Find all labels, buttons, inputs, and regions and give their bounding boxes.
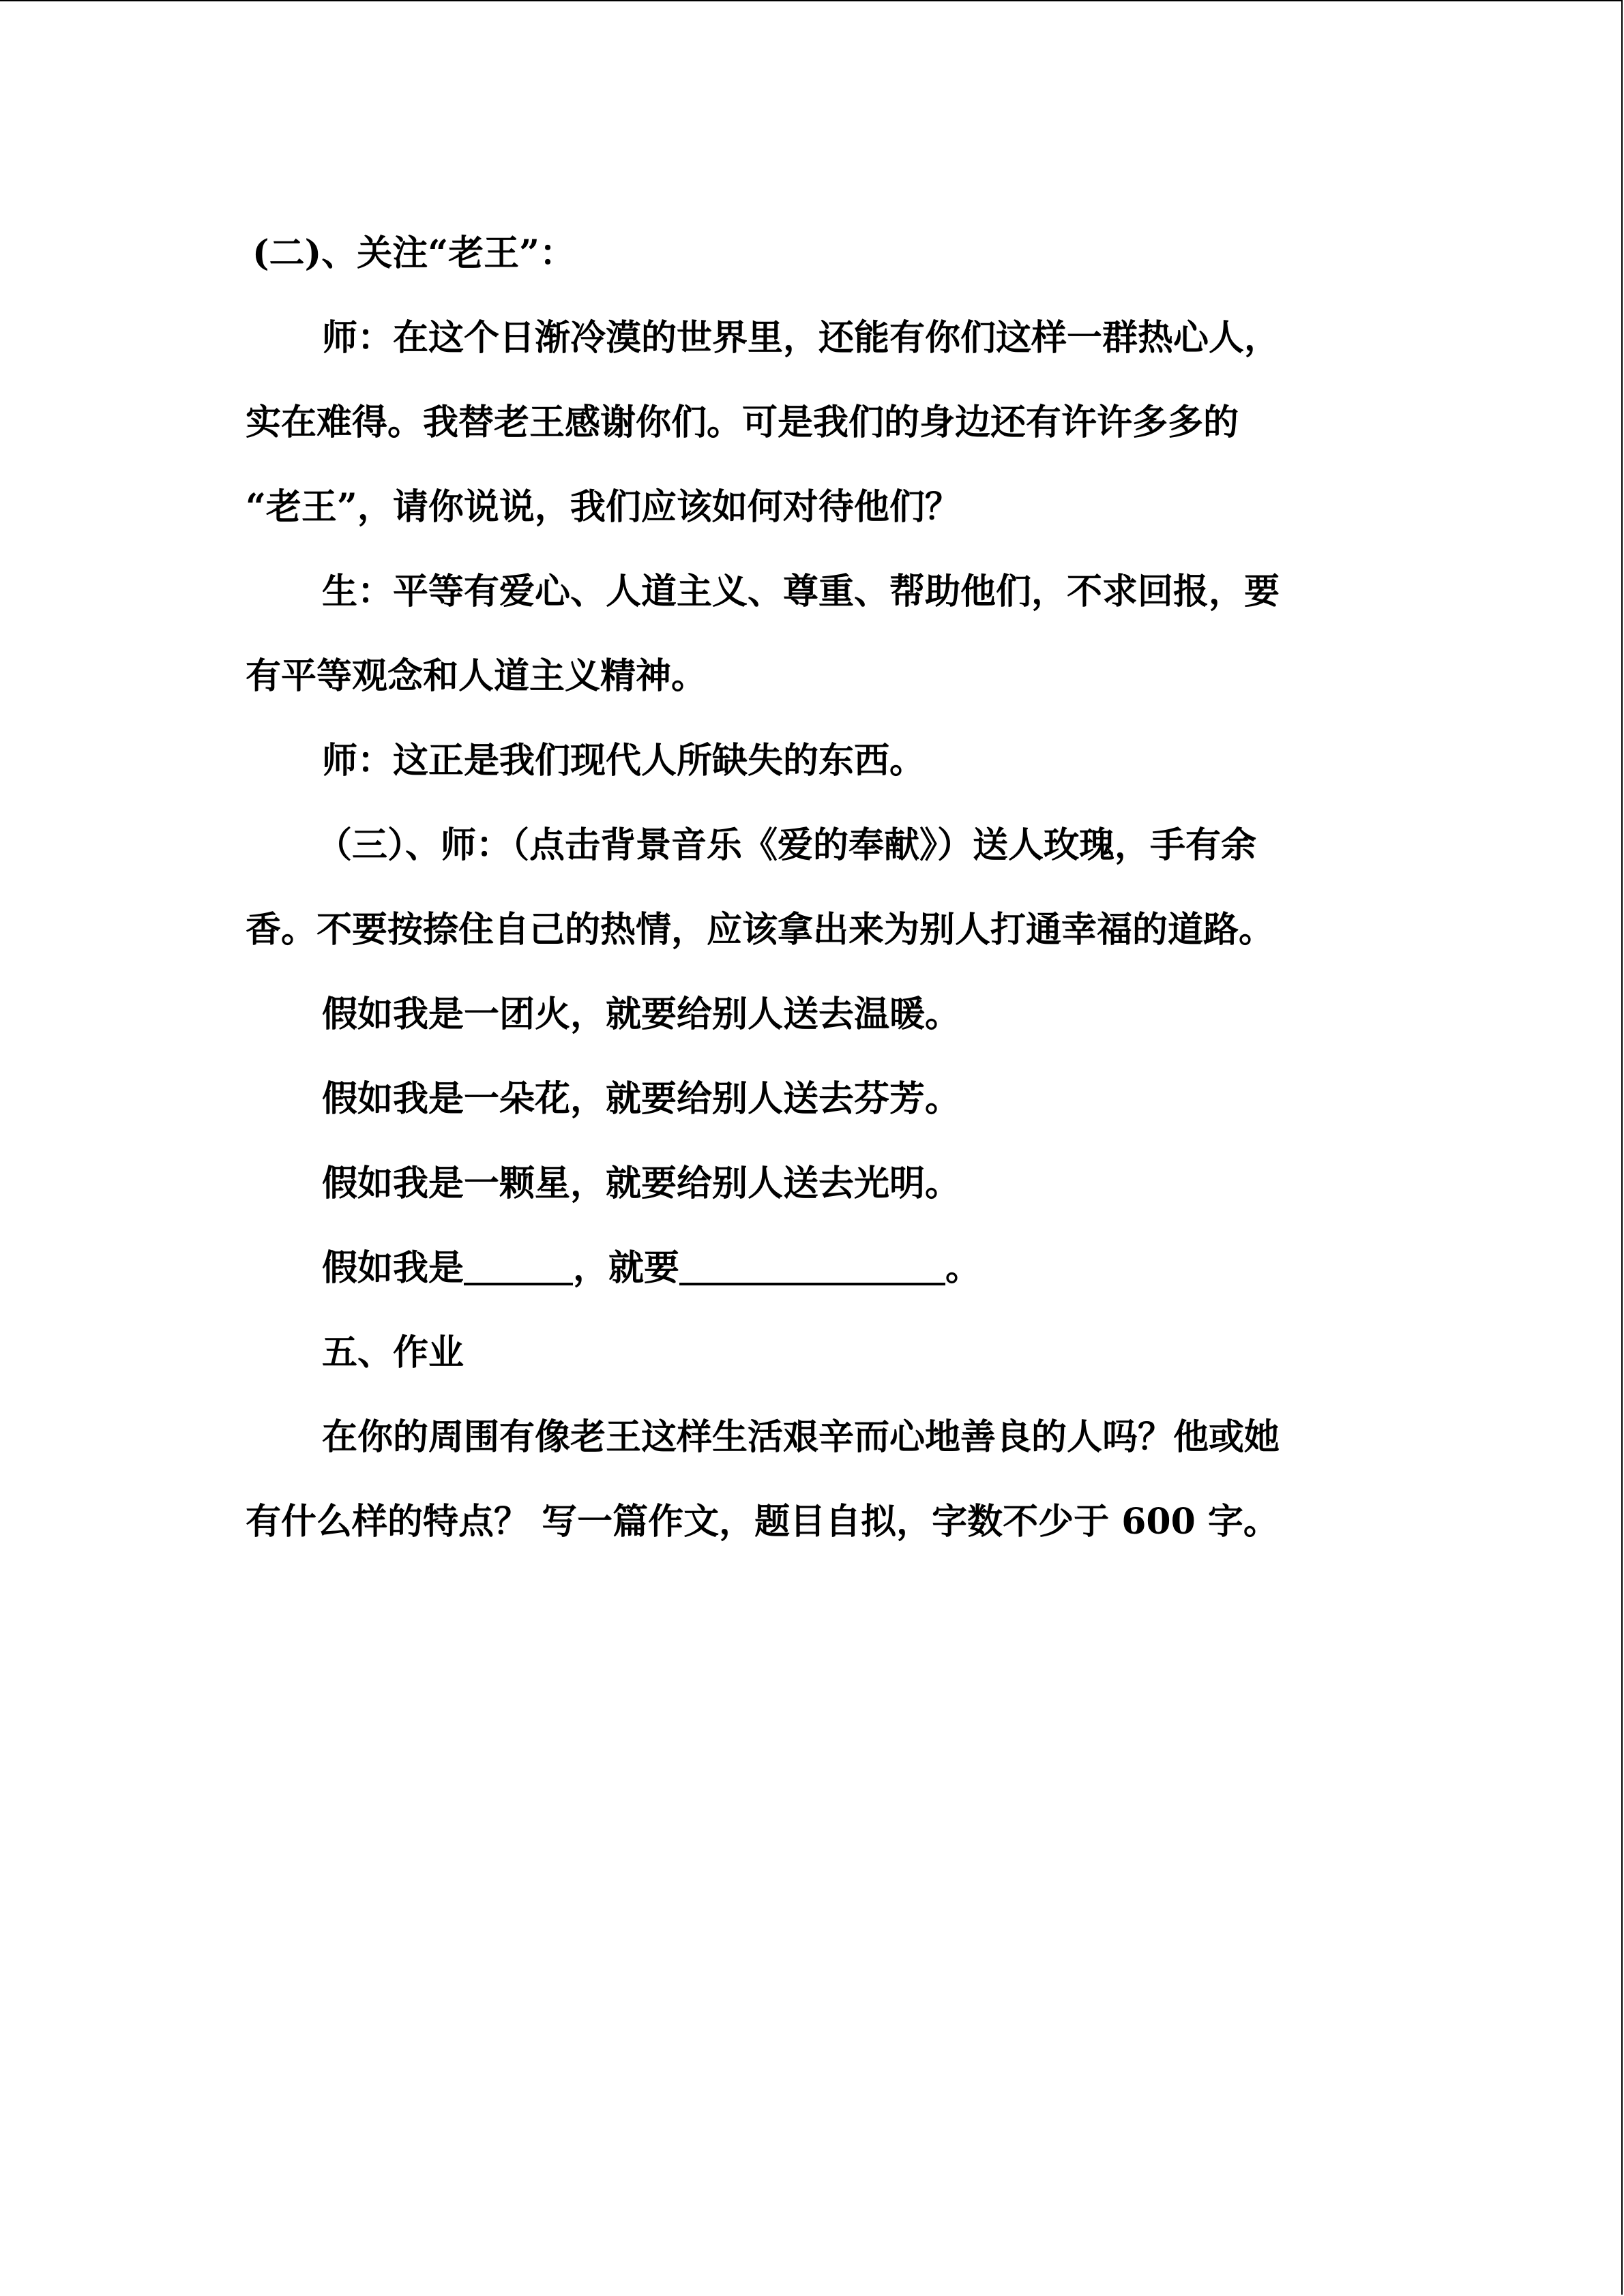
paragraph-text: 香。不要按捺住自己的热情，应该拿出来为别人打通幸福的道路。 — [246, 909, 1275, 951]
paragraph-text: 师：在这个日渐冷漠的世界里，还能有你们这样一群热心人， — [322, 317, 1280, 359]
document-body — [246, 211, 1364, 1564]
paragraph-text: 假如我是一颗星，就要给别人送去光明。 — [322, 1163, 961, 1204]
paragraph-teacher-2 — [246, 719, 1364, 803]
homework-paragraph-line-1 — [246, 1395, 1364, 1480]
suppose-line-flower — [246, 1057, 1364, 1142]
paragraph-section3-line-1 — [246, 803, 1364, 888]
section-heading-attention — [246, 211, 1364, 296]
paragraph-text: 假如我是一团火，就要给别人送去温暖。 — [322, 994, 961, 1035]
fill-in-blank-2[interactable] — [679, 1247, 945, 1285]
section-heading-text: (二)、关注“老王”： — [252, 233, 576, 274]
fill-in-prefix: 假如我是 — [322, 1247, 464, 1289]
fill-in-blank-1[interactable] — [464, 1247, 573, 1285]
paragraph-text: “老王”，请你说说，我们应该如何对待他们？ — [246, 486, 960, 528]
paragraph-text: （三）、师：（点击背景音乐《爱的奉献》）送人玫瑰，手有余 — [316, 824, 1257, 866]
suppose-line-fill-in — [246, 1226, 1364, 1311]
paragraph-text: 师：这正是我们现代人所缺失的东西。 — [322, 740, 926, 781]
paragraph-text: 实在难得。我替老王感谢你们。可是我们的身边还有许许多多的 — [246, 402, 1239, 443]
paragraph-teacher-1-line-3 — [246, 465, 1364, 550]
paragraph-student-line-2 — [246, 634, 1364, 719]
suppose-line-fire — [246, 972, 1364, 1057]
homework-heading — [246, 1311, 1364, 1395]
paragraph-text: 假如我是一朵花，就要给别人送去芬芳。 — [322, 1078, 961, 1120]
paragraph-text: 生：平等有爱心、人道主义、尊重、帮助他们，不求回报，要 — [322, 571, 1280, 612]
paragraph-text: 有平等观念和人道主义精神。 — [246, 655, 707, 697]
paragraph-text: 有什么样的特点？ 写一篇作文，题目自拟，字数不少于 600 字。 — [246, 1501, 1279, 1542]
paragraph-student-line-1 — [246, 550, 1364, 634]
homework-paragraph-line-2 — [246, 1480, 1364, 1564]
suppose-line-star — [246, 1142, 1364, 1226]
paragraph-teacher-1-line-2 — [246, 381, 1364, 465]
paragraph-teacher-1-line-1 — [246, 296, 1364, 381]
fill-in-middle: ，就要 — [573, 1247, 680, 1289]
fill-in-end: 。 — [945, 1247, 981, 1289]
homework-heading-text: 五、作业 — [322, 1332, 464, 1373]
paragraph-text: 在你的周围有像老王这样生活艰辛而心地善良的人吗？他或她 — [322, 1416, 1280, 1458]
paragraph-section3-line-2 — [246, 888, 1364, 972]
